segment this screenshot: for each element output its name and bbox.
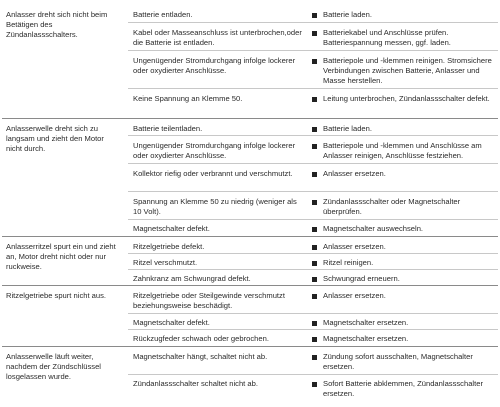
cause-text: Zahnkranz am Schwungrad defekt.	[133, 274, 251, 283]
row-divider	[128, 163, 498, 164]
remedy-text: Ritzel reinigen.	[323, 258, 374, 267]
cause-text: Ritzel verschmutzt.	[133, 258, 198, 267]
remedy-text: Leitung unterbrochen, Zündanlassschalter defekt.	[323, 94, 490, 103]
row-divider	[128, 22, 498, 23]
bullet-icon	[312, 227, 317, 232]
bullet-icon	[312, 355, 317, 360]
remedy-text: Sofort Batterie abklemmen, Zündanlassschalter ersetzen.	[323, 379, 483, 398]
group-divider	[2, 346, 498, 347]
cause-text: Zündanlassschalter schaltet nicht ab.	[133, 379, 258, 388]
cause-text: Keine Spannung an Klemme 50.	[133, 94, 243, 103]
cause-text: Spannung an Klemme 50 zu niedrig (weniger als 10 Volt).	[133, 197, 297, 216]
symptom-text: Anlasser dreht sich nicht beim Betätigen des Zündanlassschalters.	[6, 10, 108, 39]
symptom-text: Ritzelgetriebe spurt nicht aus.	[6, 291, 107, 300]
row-divider	[128, 329, 498, 330]
remedy-text: Anlasser ersetzen.	[323, 291, 386, 300]
cause-text: Rückzugfeder schwach oder gebrochen.	[133, 334, 269, 343]
remedy-text: Zündanlassschalter oder Magnetschalter überprüfen.	[323, 197, 461, 216]
bullet-icon	[312, 382, 317, 387]
remedy-text: Zündung sofort ausschalten, Magnetschalter ersetzen.	[323, 352, 473, 371]
bullet-icon	[312, 172, 317, 177]
bullet-icon	[312, 277, 317, 282]
remedy-text: Schwungrad erneuern.	[323, 274, 400, 283]
bullet-icon	[312, 321, 317, 326]
row-divider	[128, 88, 498, 89]
bullet-icon	[312, 261, 317, 266]
remedy-text: Batteriekabel und Anschlüsse prüfen. Batteriespannung messen, ggf. laden.	[323, 28, 451, 47]
remedy-text: Anlasser ersetzen.	[323, 242, 386, 251]
bullet-icon	[312, 13, 317, 18]
bullet-icon	[312, 59, 317, 64]
group-divider	[2, 118, 498, 119]
bullet-icon	[312, 97, 317, 102]
row-divider	[128, 219, 498, 220]
remedy-text: Batteriepole und -klemmen reinigen. Stromsichere Verbindungen zwischen Batterie, Anlasser und Masse herstellen.	[323, 56, 492, 85]
bullet-icon	[312, 245, 317, 250]
group-divider	[2, 236, 498, 237]
remedy-text: Anlasser ersetzen.	[323, 169, 386, 178]
cause-text: Magnetschalter defekt.	[133, 318, 210, 327]
cause-text: Kollektor riefig oder verbrannt und verschmutzt.	[133, 169, 293, 178]
cause-text: Batterie entladen.	[133, 10, 193, 19]
bullet-icon	[312, 144, 317, 149]
remedy-text: Magnetschalter ersetzen.	[323, 318, 409, 327]
cause-text: Ungenügender Stromdurchgang infolge lockerer oder oxydierter Anschlüsse.	[133, 56, 296, 75]
remedy-text: Magnetschalter ersetzen.	[323, 334, 409, 343]
cause-text: Magnetschalter hängt, schaltet nicht ab.	[133, 352, 268, 361]
remedy-text: Batterie laden.	[323, 10, 372, 19]
symptom-text: Anlasserwelle läuft weiter, nachdem der Zündschlüssel losgelassen wurde.	[6, 352, 101, 381]
symptom-text: Anlasserwelle dreht sich zu langsam und zieht den Motor nicht durch.	[6, 124, 104, 153]
cause-text: Ritzelgetriebe defekt.	[133, 242, 205, 251]
row-divider	[128, 253, 498, 254]
bullet-icon	[312, 337, 317, 342]
bullet-icon	[312, 31, 317, 36]
cause-text: Kabel oder Masseanschluss ist unterbrochen,oder die Batterie ist entladen.	[133, 28, 302, 47]
group-divider	[2, 285, 498, 286]
row-divider	[128, 191, 498, 192]
cause-text: Ritzelgetriebe oder Steilgewinde verschmutzt beziehungsweise beschädigt.	[133, 291, 285, 310]
remedy-text: Batterie laden.	[323, 124, 372, 133]
remedy-text: Batteriepole und -klemmen und Anschlüsse am Anlasser reinigen, Anschlüsse festziehen.	[323, 141, 482, 160]
symptom-text: Anlasserritzel spurt ein und zieht an, Motor dreht nicht oder nur ruckweise.	[6, 242, 116, 271]
bullet-icon	[312, 200, 317, 205]
row-divider	[128, 374, 498, 375]
remedy-text: Magnetschalter auswechseln.	[323, 224, 424, 233]
row-divider	[128, 313, 498, 314]
row-divider	[128, 269, 498, 270]
cause-text: Magnetschalter defekt.	[133, 224, 210, 233]
cause-text: Ungenügender Stromdurchgang infolge lockerer oder oxydierter Anschlüsse.	[133, 141, 296, 160]
row-divider	[128, 135, 498, 136]
row-divider	[128, 50, 498, 51]
bullet-icon	[312, 127, 317, 132]
bullet-icon	[312, 294, 317, 299]
cause-text: Batterie teilentladen.	[133, 124, 203, 133]
